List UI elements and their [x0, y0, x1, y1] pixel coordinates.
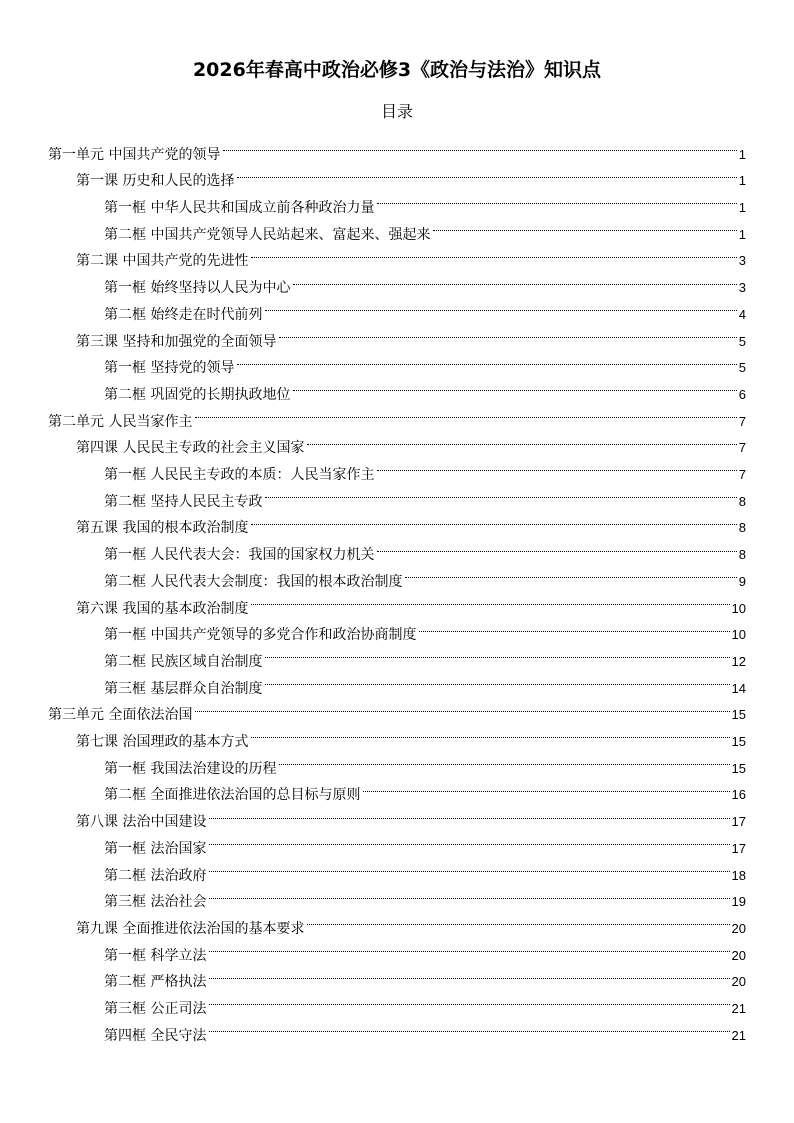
toc-entry-label: 第二框 中国共产党领导人民站起来、富起来、强起来 [104, 226, 431, 243]
toc-entry-section[interactable] [104, 266, 746, 297]
toc-entry-section[interactable] [104, 185, 746, 217]
toc-page-number: 17 [731, 840, 746, 856]
toc-entry-label: 第二框 人民代表大会制度：我国的根本政治制度 [104, 573, 403, 590]
toc-page-number: 18 [731, 867, 746, 883]
toc-page-number: 20 [731, 920, 746, 936]
toc-page-number: 19 [731, 894, 746, 910]
toc-entry-label: 第五课 我国的根本政治制度 [76, 520, 249, 537]
dot-leader [220, 132, 738, 159]
toc-page-number: 5 [738, 333, 746, 349]
dot-leader [206, 853, 731, 880]
toc-entry-label: 第一课 历史和人民的选择 [76, 173, 235, 190]
toc-page-number: 9 [738, 573, 746, 589]
toc-entry-label: 第三框 基层群众自治制度 [104, 680, 263, 697]
dot-leader [234, 346, 738, 373]
toc-entry-section[interactable] [104, 613, 746, 644]
dot-leader [290, 266, 738, 293]
toc-entry-lesson[interactable] [76, 159, 746, 190]
toc-page-number: 8 [738, 520, 746, 536]
toc-entry-label: 第一框 科学立法 [104, 947, 207, 964]
toc-page-number: 6 [738, 386, 746, 402]
dot-leader [360, 773, 731, 800]
toc-page-number: 21 [731, 1001, 746, 1017]
toc-entry-section[interactable] [104, 1013, 746, 1044]
toc-page-number: 10 [731, 600, 746, 616]
dot-leader [262, 292, 738, 319]
toc-entry-section[interactable] [104, 666, 746, 697]
toc-page-number: 15 [731, 734, 746, 750]
toc-entry-label: 第一框 中国共产党领导的多党合作和政治协商制度 [104, 627, 417, 644]
toc-page-number: 3 [738, 253, 746, 269]
toc-entry-label: 第二框 坚持人民民主专政 [104, 493, 263, 510]
toc-entry-section[interactable] [104, 479, 746, 510]
document-title: 2026年春高中政治必修3《政治与法治》知识点 [192, 59, 602, 81]
toc-page-number: 7 [738, 467, 746, 483]
toc-page-number: 14 [731, 680, 746, 696]
toc-page-number: 1 [738, 200, 746, 216]
toc-page-number: 15 [731, 760, 746, 776]
dot-leader [290, 372, 738, 399]
dot-leader [206, 1013, 731, 1040]
toc-page-number: 7 [738, 440, 746, 456]
dot-leader [374, 185, 738, 212]
dot-leader [206, 880, 731, 907]
toc-entry-section[interactable] [104, 933, 746, 964]
toc-entry-label: 第二框 始终走在时代前列 [104, 306, 263, 323]
toc-entry-label: 第六课 我国的基本政治制度 [76, 600, 249, 617]
toc-page-number: 8 [738, 547, 746, 563]
dot-leader [206, 826, 731, 853]
toc-entry-label: 第三单元 全面依法治国 [48, 707, 193, 724]
toc-entry-label: 第四课 人民民主专政的社会主义国家 [76, 440, 305, 457]
toc-page-number: 4 [738, 306, 746, 322]
dot-leader [248, 719, 731, 746]
dot-leader [206, 933, 731, 960]
toc-entry-label: 第二框 严格执法 [104, 974, 207, 991]
toc-entry-label: 第三课 坚持和加强党的全面领导 [76, 333, 277, 350]
toc-entry-label: 第一框 我国法治建设的历程 [104, 760, 277, 777]
toc-entry-section[interactable] [104, 986, 746, 1018]
dot-leader [402, 559, 738, 586]
toc-entry-lesson[interactable] [76, 319, 746, 350]
toc-entry-section[interactable] [104, 826, 746, 857]
toc-entry-section[interactable] [104, 773, 746, 804]
toc-entry-label: 第一框 中华人民共和国成立前各种政治力量 [104, 200, 375, 217]
toc-page-number: 1 [738, 173, 746, 189]
toc-page-number: 20 [731, 974, 746, 990]
toc-entry-label: 第二课 中国共产党的先进性 [76, 253, 249, 270]
toc-entry-section[interactable] [104, 639, 746, 670]
toc-entry-label: 第三框 法治社会 [104, 894, 207, 911]
dot-leader [276, 319, 738, 346]
toc-entry-label: 第三框 公正司法 [104, 1001, 207, 1018]
toc-entry-lesson[interactable] [76, 586, 746, 617]
toc-entry-section[interactable] [104, 372, 746, 403]
toc-entry-label: 第一框 人民民主专政的本质：人民当家作主 [104, 467, 375, 484]
toc-entry-label: 第二单元 人民当家作主 [48, 413, 193, 430]
toc-entry-lesson[interactable] [76, 906, 746, 937]
toc-page-number: 5 [738, 360, 746, 376]
dot-leader [248, 239, 738, 266]
toc-entry-label: 第一框 坚持党的领导 [104, 360, 235, 377]
dot-leader [206, 800, 731, 827]
toc-page-number: 17 [731, 814, 746, 830]
dot-leader [262, 479, 738, 506]
toc-page-number: 3 [738, 280, 746, 296]
toc-entry-label: 第七课 治国理政的基本方式 [76, 734, 249, 751]
toc-entry-label: 第四框 全民守法 [104, 1027, 207, 1044]
toc-entry-section[interactable] [104, 960, 746, 991]
dot-leader [374, 533, 738, 560]
toc-entry-label: 第一框 法治国家 [104, 840, 207, 857]
toc-entry-section[interactable] [104, 880, 746, 911]
dot-leader [262, 639, 731, 666]
toc-page-number: 10 [731, 627, 746, 643]
toc-page-number: 21 [731, 1027, 746, 1043]
toc-entry-label: 第二框 全面推进依法治国的总目标与原则 [104, 787, 361, 804]
dot-leader [304, 426, 738, 453]
dot-leader [192, 399, 738, 426]
dot-leader [206, 960, 731, 987]
dot-leader [248, 506, 738, 533]
toc-page-number: 15 [731, 707, 746, 723]
dot-leader [416, 613, 731, 640]
toc-page-number: 16 [731, 787, 746, 803]
toc-entry-label: 第二框 法治政府 [104, 867, 207, 884]
toc-entry-section[interactable] [104, 346, 746, 377]
toc-page-number: 1 [738, 146, 746, 162]
toc-entry-lesson[interactable] [76, 506, 746, 537]
toc-entry-lesson[interactable] [76, 800, 746, 831]
toc-entry-label: 第一框 人民代表大会：我国的国家权力机关 [104, 547, 375, 564]
toc-entry-lesson[interactable] [76, 239, 746, 270]
toc-entry-section[interactable] [104, 452, 746, 484]
toc-entry-lesson[interactable] [76, 719, 746, 751]
toc-entry-label: 第九课 全面推进依法治国的基本要求 [76, 920, 305, 937]
dot-leader [206, 986, 731, 1013]
toc-heading: 目录 [380, 102, 413, 121]
toc-entry-lesson[interactable] [76, 426, 746, 457]
toc-page-number: 7 [738, 413, 746, 429]
toc-entry-section[interactable] [104, 559, 746, 590]
toc-entry-label: 第八课 法治中国建设 [76, 814, 207, 831]
toc-page-number: 8 [738, 493, 746, 509]
dot-leader [234, 159, 738, 186]
toc-entry-label: 第二框 巩固党的长期执政地位 [104, 386, 291, 403]
dot-leader [262, 666, 731, 693]
toc-entry-unit[interactable] [48, 399, 746, 430]
dot-leader [248, 586, 731, 613]
toc-entry-section[interactable] [104, 746, 746, 777]
toc-entry-label: 第一框 始终坚持以人民为中心 [104, 280, 291, 297]
toc-entry-section[interactable] [104, 212, 746, 243]
toc-entry-section[interactable] [104, 853, 746, 884]
toc-entry-label: 第一单元 中国共产党的领导 [48, 146, 221, 163]
dot-leader [430, 212, 738, 239]
dot-leader [304, 906, 731, 933]
toc-entry-section[interactable] [104, 292, 746, 323]
dot-leader [374, 452, 738, 479]
toc-page-number: 12 [731, 653, 746, 669]
dot-leader [192, 693, 731, 720]
toc-entry-section[interactable] [104, 533, 746, 564]
toc-page-number: 1 [738, 226, 746, 242]
toc-entry-label: 第二框 民族区域自治制度 [104, 653, 263, 670]
toc-entry-unit[interactable] [48, 132, 746, 163]
dot-leader [276, 746, 731, 773]
toc-page-number: 20 [731, 947, 746, 963]
toc-entry-unit[interactable] [48, 693, 746, 724]
